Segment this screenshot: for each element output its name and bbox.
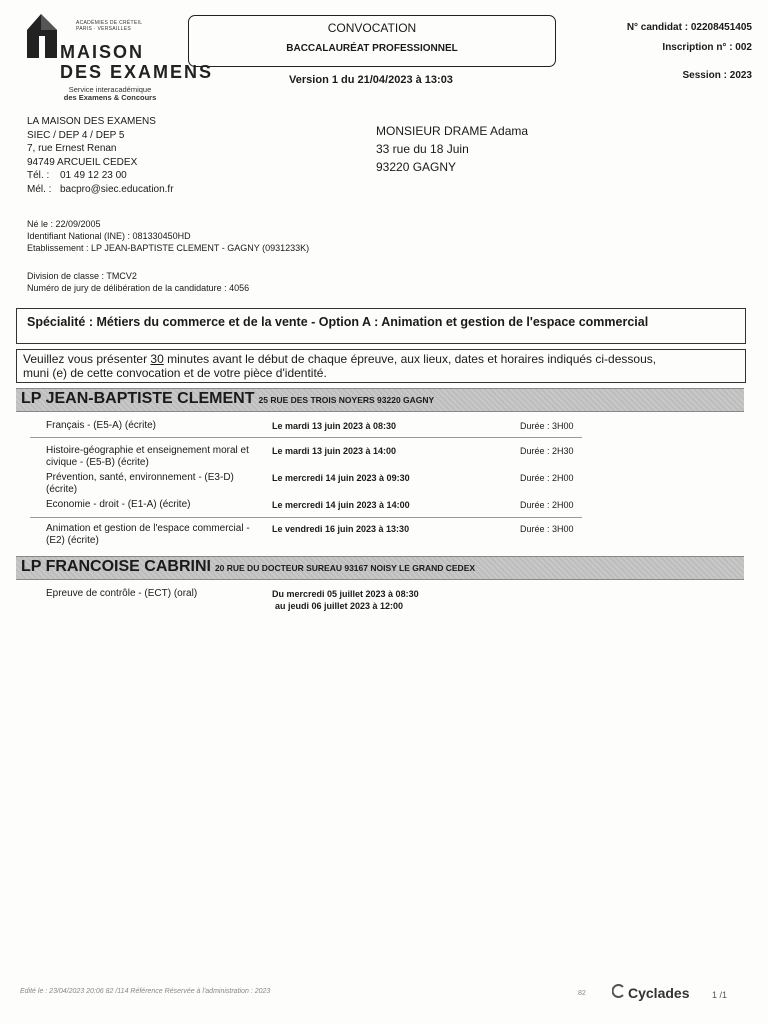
logo-title: MAISON DES EXAMENS	[60, 42, 214, 82]
candidate-info: Né le : 22/09/2005 Identifiant National (INE) : 081330450HD Etablissement : LP JEAN-BAPTISTE CLEMENT - GAGNY (0931233K)	[27, 219, 310, 253]
session: Session : 2023	[682, 70, 752, 81]
phone: 01 49 12 23 00	[60, 170, 127, 181]
document-title: CONVOCATION	[327, 21, 417, 35]
footer-code: 82	[578, 990, 586, 997]
notice-box: Veuillez vous présenter 30 minutes avant le début de chaque épreuve, aux lieux, dates et horaires indiqués ci-dessous, muni (e) de cette convocation et de votre pièce d'identité.	[16, 349, 746, 383]
document-subtitle: BACCALAURÉAT PROFESSIONNEL	[286, 43, 458, 54]
footer-edit-info: Edité le : 23/04/2023 20:06 82 /114 Référence Réservée à l'administration : 2023	[20, 988, 271, 995]
recipient-address: MONSIEUR DRAME Adama 33 rue du 18 Juin 93220 GAGNY	[376, 124, 529, 174]
row-divider	[30, 437, 582, 438]
inscription-number: Inscription n° : 002	[662, 42, 752, 53]
candidate-number: N° candidat : 02208451405	[626, 22, 752, 33]
email: bacpro@siec.education.fr	[60, 183, 174, 195]
exam-site-header: LP FRANCOISE CABRINI 20 RUE DU DOCTEUR SUREAU 93167 NOISY LE GRAND CEDEX	[16, 556, 744, 580]
sender-address: LA MAISON DES EXAMENS SIEC / DEP 4 / DEP 5 7, rue Ernest Renan 94749 ARCUEIL CEDEX Tél. : 01 49 12 23 00 Mél. : bacpro@siec.education.fr	[27, 116, 174, 195]
logo-academies: ACADÉMIES DE CRÉTEIL PARIS · VERSAILLES	[76, 20, 143, 32]
exam-site-header: LP JEAN-BAPTISTE CLEMENT 25 RUE DES TROIS NOYERS 93220 GAGNY	[16, 388, 744, 412]
convocation-header	[188, 15, 556, 67]
logo-subtitle: Service interacadémique des Examens & Concours	[63, 85, 157, 102]
maison-des-examens-logo-icon	[27, 14, 57, 58]
speciality-box	[16, 308, 746, 344]
row-divider	[30, 517, 582, 518]
candidate-division: Division de classe : TMCV2 Numéro de jury de délibération de la candidature : 4056	[27, 271, 250, 293]
version-line: Version 1 du 21/04/2023 à 13:03	[289, 74, 453, 86]
cyclades-brand: Cyclades	[628, 985, 690, 1001]
speciality-text: Spécialité : Métiers du commerce et de la vente - Option A : Animation et gestion de l'espace commercial	[27, 315, 649, 329]
cyclades-logo-icon	[612, 984, 626, 998]
page-number: 1 /1	[712, 990, 728, 1000]
